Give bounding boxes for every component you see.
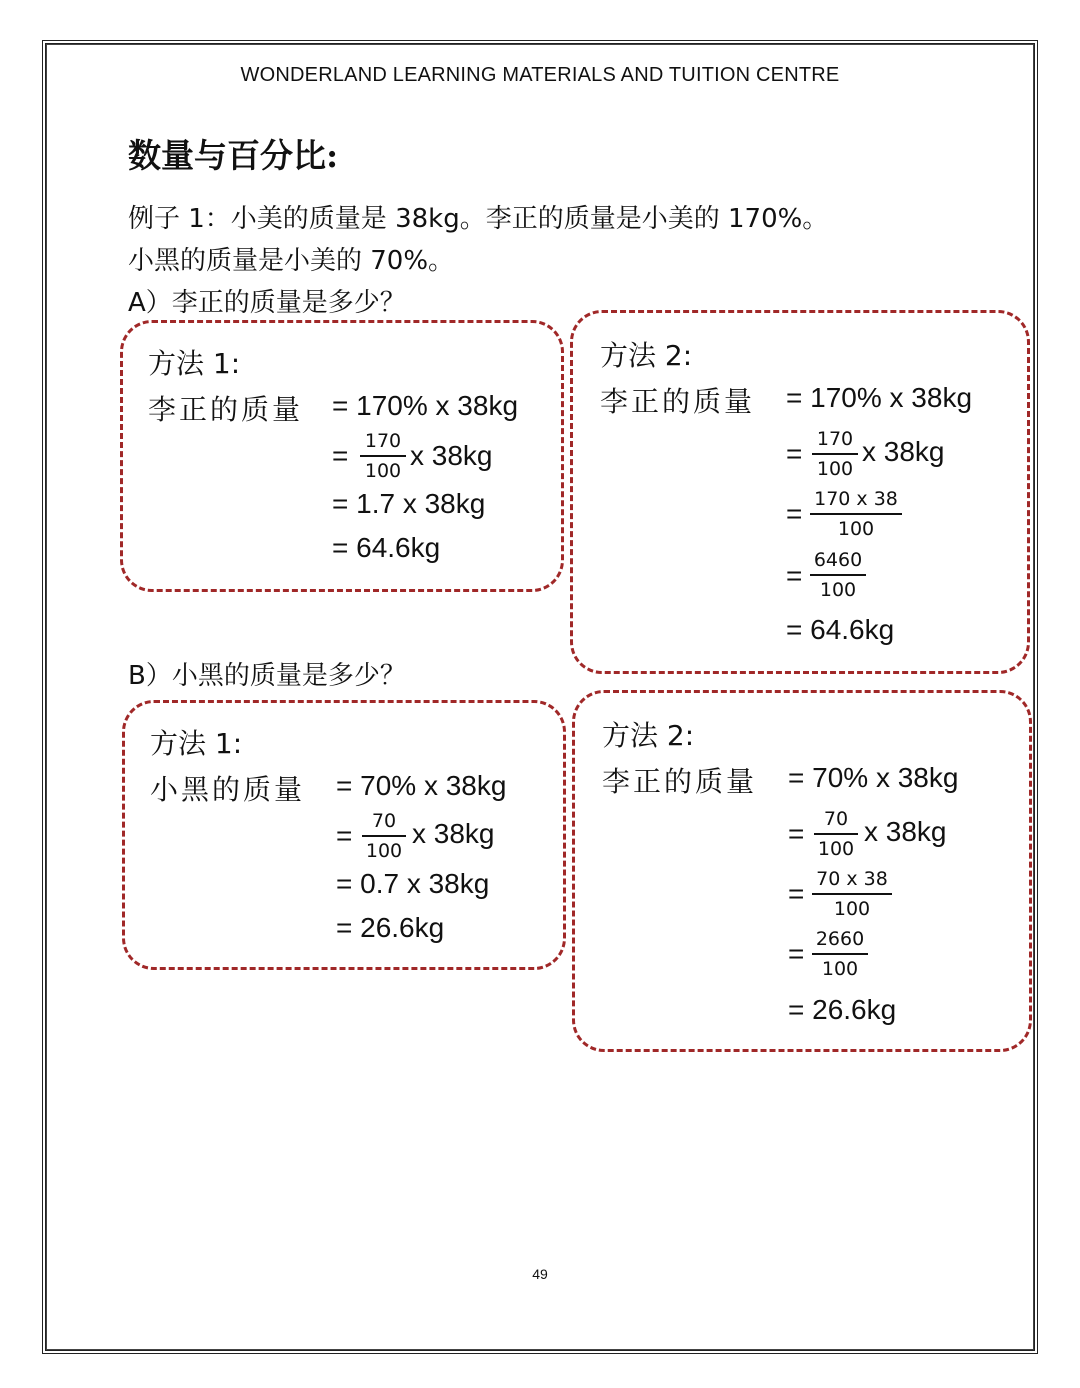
- fraction-denominator: 100: [816, 458, 854, 480]
- part-a-method-1-result: = 64.6kg: [332, 532, 441, 563]
- fraction-numerator: 6460: [813, 549, 863, 571]
- fraction-numerator: 170: [816, 428, 854, 450]
- part-a-method-2-step-1: = 170% x 38kg: [786, 382, 973, 413]
- part-a-method-1-step-3: = 1.7 x 38kg: [332, 488, 486, 519]
- part-a-method-1-subject: 李正的质量: [148, 393, 304, 426]
- part-a-method-2-step-4-equals: =: [786, 560, 803, 591]
- fraction-bar: [812, 453, 858, 455]
- part-b-method-2-fraction-3: [812, 928, 868, 980]
- part-b-method-2-subject: 李正的质量: [602, 765, 758, 798]
- part-b-method-2-step-2-equals: =: [788, 818, 805, 849]
- fraction-bar: [812, 953, 868, 955]
- part-b-method-2-step-3-equals: =: [788, 878, 805, 909]
- part-b-method-1-step-2-tail: x 38kg: [412, 818, 495, 849]
- fraction-numerator: 70: [371, 810, 397, 832]
- part-b-method-2-label: 方法 2:: [602, 719, 695, 752]
- fraction-numerator: 170: [364, 430, 402, 452]
- page-title: 数量与百分比:: [128, 136, 339, 175]
- fraction-denominator: 100: [837, 518, 875, 540]
- part-b-method-1-subject: 小黑的质量: [150, 773, 306, 806]
- page-number: 49: [532, 1266, 548, 1282]
- part-b-method-2-step-2-tail: x 38kg: [864, 816, 947, 847]
- fraction-numerator: 170 x 38: [814, 488, 898, 510]
- fraction-bar: [362, 835, 406, 837]
- part-a-method-2-fraction-2: [810, 488, 902, 540]
- part-a-method-2-result: = 64.6kg: [786, 614, 895, 645]
- part-a-method-1-step-1: = 170% x 38kg: [332, 390, 519, 421]
- part-b-method-2-step-1: = 70% x 38kg: [788, 762, 959, 793]
- problem-line-1: 例子 1：小美的质量是 38kg。李正的质量是小美的 170%。: [128, 204, 829, 234]
- part-a-method-2-label: 方法 2:: [600, 339, 693, 372]
- part-b-method-2-fraction-1: [814, 808, 858, 860]
- part-a-method-1-step-2-tail: x 38kg: [410, 440, 493, 471]
- question-b: B）小黑的质量是多少？: [128, 661, 406, 691]
- part-a-method-2-step-2-tail: x 38kg: [862, 436, 945, 467]
- fraction-denominator: 100: [819, 579, 857, 601]
- part-b-method-2-fraction-2: [812, 868, 892, 920]
- fraction-denominator: 100: [365, 840, 403, 862]
- part-a-method-2-subject: 李正的质量: [600, 385, 756, 418]
- fraction-bar: [360, 455, 406, 457]
- part-a-method-2-fraction-1: [812, 428, 858, 480]
- part-b-method-1-fraction: [362, 810, 406, 862]
- fraction-denominator: 100: [364, 460, 402, 482]
- part-b-method-2-result: = 26.6kg: [788, 994, 897, 1025]
- fraction-numerator: 2660: [815, 928, 865, 950]
- question-a: A）李正的质量是多少？: [128, 288, 406, 318]
- part-b-method-1-step-1: = 70% x 38kg: [336, 770, 507, 801]
- problem-line-2: 小黑的质量是小美的 70%。: [128, 246, 455, 276]
- fraction-bar: [810, 574, 866, 576]
- part-b-method-1-label: 方法 1:: [150, 727, 243, 760]
- part-a-method-1-label: 方法 1:: [148, 347, 241, 380]
- page-header: WONDERLAND LEARNING MATERIALS AND TUITION CENTRE: [240, 64, 840, 86]
- fraction-denominator: 100: [821, 958, 859, 980]
- part-b-method-1-result: = 26.6kg: [336, 912, 445, 943]
- part-a-method-2-fraction-3: [810, 549, 866, 601]
- fraction-denominator: 100: [833, 898, 871, 920]
- part-a-method-1-step-2-equals: =: [332, 440, 349, 471]
- fraction-bar: [812, 893, 892, 895]
- fraction-denominator: 100: [817, 838, 855, 860]
- part-a-method-2-step-2-equals: =: [786, 438, 803, 469]
- fraction-bar: [810, 513, 902, 515]
- part-a-method-1-fraction: [360, 430, 406, 482]
- part-b-method-1-step-2-equals: =: [336, 820, 353, 851]
- fraction-numerator: 70 x 38: [816, 868, 888, 890]
- part-b-method-2-step-4-equals: =: [788, 938, 805, 969]
- fraction-numerator: 70: [823, 808, 849, 830]
- fraction-bar: [814, 833, 858, 835]
- part-b-method-1-step-3: = 0.7 x 38kg: [336, 868, 490, 899]
- part-a-method-2-step-3-equals: =: [786, 498, 803, 529]
